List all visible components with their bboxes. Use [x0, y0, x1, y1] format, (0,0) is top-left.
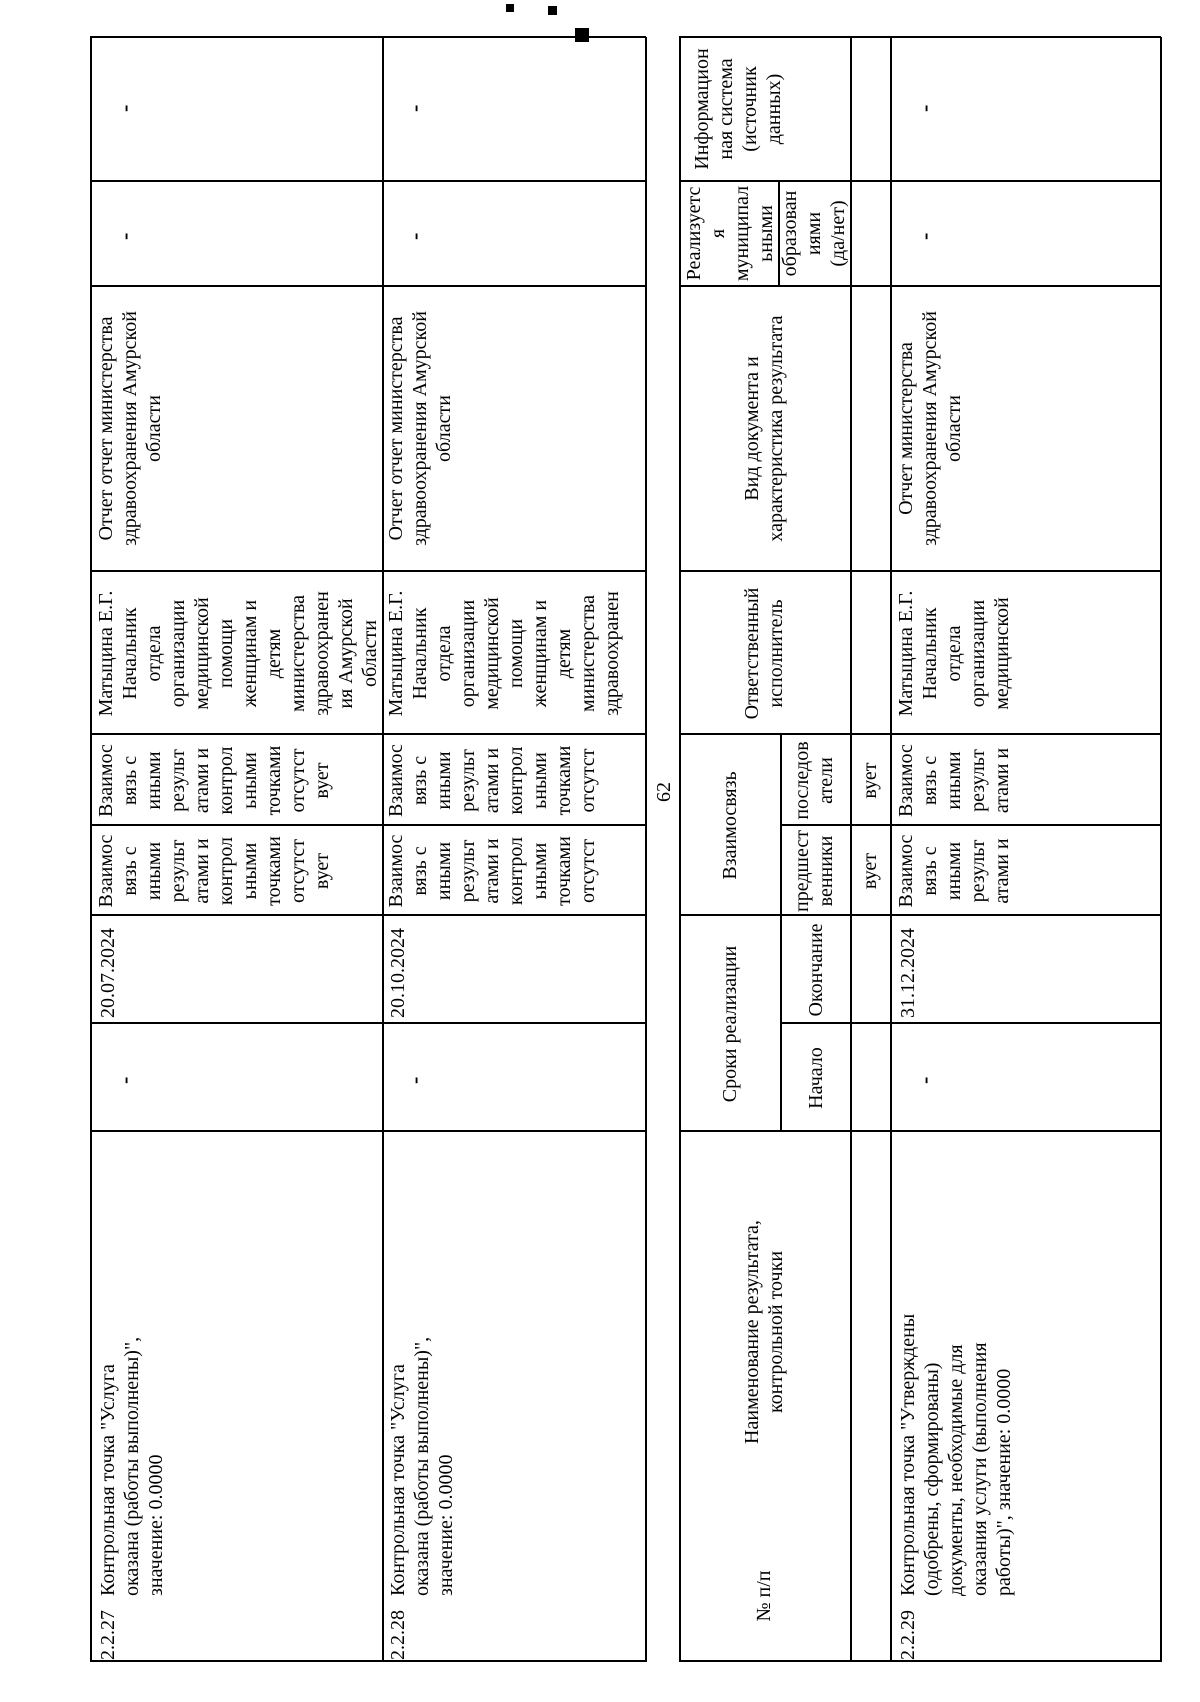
- end-date: 20.07.2024: [97, 928, 119, 1018]
- cell-line: отдела: [943, 625, 965, 682]
- cell-line: ьными: [755, 205, 777, 262]
- cell-line: отдела: [433, 625, 455, 682]
- cell-line: министерства: [577, 595, 599, 712]
- info-system: -: [402, 104, 427, 112]
- cell-line: Взаимос: [895, 834, 917, 908]
- municipal-flag: -: [912, 232, 937, 240]
- cell-line: Начальник: [919, 607, 941, 700]
- document-type: Отчет отчет министерства здравоохранения Амурской области: [385, 311, 455, 546]
- cell-line: вязь с: [119, 755, 141, 806]
- header-bottom-line: [850, 37, 852, 1662]
- successors: [94, 735, 380, 826]
- scan-speck: [506, 4, 514, 12]
- cell-line: вязь с: [119, 846, 141, 896]
- successors: [894, 735, 1158, 826]
- info-system: -: [912, 104, 937, 112]
- result-name: Контрольная точка "Услуга оказана (работы выполнены)", значение: 0.0000: [97, 1336, 167, 1596]
- cell-line: точками: [553, 745, 575, 816]
- cell-line: иными: [433, 751, 455, 810]
- cell-line: женщинам и: [529, 599, 551, 708]
- cell-line: Начальник: [409, 607, 431, 700]
- cell-line: Матыцина Е.Г.: [385, 590, 407, 717]
- cell-line: атами и: [991, 838, 1013, 904]
- cell-line: атами и: [481, 838, 503, 904]
- header-num: № п/п: [753, 1570, 775, 1622]
- cell-line: Реализуетс: [683, 186, 705, 281]
- end-date: 20.10.2024: [387, 928, 409, 1018]
- header-info-system: Информацион ная система (источник данных): [691, 48, 785, 170]
- cell-line: иными: [943, 841, 965, 901]
- cell-line: организации: [167, 599, 189, 708]
- cell-line: результ: [167, 839, 189, 903]
- cell-line: иными: [143, 751, 165, 810]
- cell-line: атами и: [191, 747, 213, 814]
- cell-line: Взаимос: [95, 744, 117, 817]
- cell-line: точками: [263, 745, 285, 816]
- cell-line: Начальник: [119, 607, 141, 700]
- col-line: [90, 36, 646, 38]
- cell-line: точками: [263, 836, 285, 906]
- header-start: Начало: [805, 1047, 827, 1109]
- cell-line: контрол: [505, 836, 527, 906]
- cell-line: Взаимос: [385, 744, 407, 817]
- municipal-flag: -: [402, 232, 427, 240]
- cell-line: помощи: [215, 618, 237, 689]
- col-line: [90, 1022, 646, 1024]
- document-type: Отчет отчет министерства здравоохранения Амурской области: [95, 311, 165, 546]
- col-line: [679, 1660, 1161, 1662]
- header-relation: Взаимосвязь: [719, 771, 741, 880]
- col-line: [780, 1022, 1161, 1024]
- cell-line: вует: [311, 762, 333, 799]
- row-number: 2.2.29: [897, 1610, 919, 1660]
- cell-line: медицинской: [481, 597, 503, 710]
- header-document-type: Вид документа и характеристика результата: [741, 315, 787, 542]
- header-responsible: Ответственный исполнитель: [741, 587, 787, 720]
- cell-line: вязь с: [409, 755, 431, 806]
- cell-line: министерства: [287, 595, 309, 712]
- predecessors: [384, 826, 644, 916]
- continuation-bottom-line: [890, 37, 892, 1662]
- header-terms: Сроки реализации: [719, 945, 741, 1103]
- col-line: [90, 180, 646, 182]
- cell-line: медицинской: [991, 597, 1013, 710]
- cell-line: отсутст: [577, 839, 599, 903]
- table-top-border-top: [90, 37, 92, 1662]
- cell-line: Взаимос: [385, 834, 407, 908]
- cell-line: ьными: [529, 752, 551, 809]
- cell-line: отдела: [143, 625, 165, 682]
- cell-line: Взаимос: [95, 834, 117, 908]
- municipal-flag: -: [112, 232, 137, 240]
- cell-line: вует: [311, 852, 333, 890]
- start-date: -: [112, 1076, 137, 1084]
- responsible-executor: [384, 572, 644, 735]
- cell-line: иями: [803, 211, 825, 256]
- header-end: Окончание: [805, 923, 827, 1017]
- page-number: 62: [653, 782, 675, 802]
- cell-line: результ: [967, 839, 989, 903]
- row-number: 2.2.28: [387, 1610, 409, 1660]
- cell-line: женщинам и: [239, 599, 261, 708]
- cell-line: Матыцина Е.Г.: [95, 590, 117, 717]
- cell-line: организации: [967, 599, 989, 708]
- responsible-executor: [894, 572, 1158, 735]
- predecessors: [894, 826, 1158, 916]
- cell-line: атами и: [991, 747, 1013, 814]
- cell-line: результ: [457, 749, 479, 812]
- end-date: 31.12.2024: [897, 928, 919, 1018]
- cell-line: отсутст: [287, 748, 309, 813]
- cell-line: точками: [553, 836, 575, 906]
- result-name: Контрольная точка "Услуга оказана (работы выполнены)", значение: 0.0000: [387, 1336, 457, 1596]
- cell-line: вязь с: [919, 846, 941, 896]
- cell-line: отсутст: [287, 839, 309, 903]
- cell-line: муниципал: [731, 185, 753, 282]
- cell-line: контрол: [505, 746, 527, 815]
- table-top-border-bottom: [645, 37, 647, 1662]
- cell-line: иными: [143, 841, 165, 901]
- cell-line: контрол: [215, 836, 237, 906]
- cell-line: (да/нет): [827, 200, 849, 267]
- cell-line: ьными: [239, 752, 261, 809]
- scan-speck: [548, 6, 557, 15]
- header-predecessors: предшест венники: [791, 830, 837, 912]
- scan-speck: [575, 28, 589, 42]
- cell-line: я: [707, 228, 729, 239]
- cell-line: образован: [779, 190, 801, 277]
- cell-line: здравоохранен: [311, 591, 333, 716]
- table-bottom-border-top: [679, 37, 681, 1662]
- cell-line: результ: [457, 839, 479, 903]
- result-name: Контрольная точка "Утверждены (одобрены, сформированы) документы, необходимые для оказания услуги (выполнения работы)", значение: 0.0000: [897, 1313, 1015, 1596]
- cell-line: вязь с: [919, 755, 941, 806]
- start-date: -: [912, 1076, 937, 1084]
- col-line: [90, 1130, 646, 1132]
- cell-line: вязь с: [409, 846, 431, 896]
- cell-line: организации: [457, 599, 479, 708]
- cell-line: отсутст: [577, 748, 599, 813]
- header-municipal: [682, 182, 850, 285]
- cell-line: ьными: [529, 842, 551, 900]
- row-number: 2.2.27: [97, 1610, 119, 1660]
- cell-line: Матыцина Е.Г.: [895, 590, 917, 717]
- info-system: -: [112, 104, 137, 112]
- cell-line: результ: [967, 749, 989, 812]
- cell-line: атами и: [191, 838, 213, 904]
- header-successors: последов атели: [791, 741, 837, 820]
- header-name: Наименование результата, контрольной точки: [741, 1220, 787, 1444]
- cell-line: Взаимос: [895, 744, 917, 817]
- cell-line: иными: [433, 841, 455, 901]
- predecessors: [94, 826, 380, 916]
- predecessors-tail: вует: [859, 852, 881, 890]
- cell-line: медицинской: [191, 597, 213, 710]
- cell-line: атами и: [481, 747, 503, 814]
- cell-line: детям: [553, 628, 575, 679]
- header-subdivider: [780, 735, 782, 1132]
- responsible-executor: [94, 572, 382, 735]
- successors: [384, 735, 644, 826]
- table-bottom-border-bottom: [1160, 37, 1162, 1662]
- start-date: -: [402, 1076, 427, 1084]
- col-line: [90, 1660, 646, 1662]
- successors-tail: вует: [859, 762, 881, 799]
- cell-line: здравоохранен: [601, 591, 623, 716]
- cell-line: ьными: [239, 842, 261, 900]
- cell-line: детям: [263, 628, 285, 679]
- cell-line: результ: [167, 749, 189, 812]
- document-type: Отчет министерства здравоохранения Амурской области: [895, 311, 965, 546]
- cell-line: иными: [943, 751, 965, 810]
- cell-line: ия Амурской: [335, 598, 357, 709]
- cell-line: контрол: [215, 746, 237, 815]
- cell-line: помощи: [505, 618, 527, 689]
- cell-line: области: [359, 620, 381, 687]
